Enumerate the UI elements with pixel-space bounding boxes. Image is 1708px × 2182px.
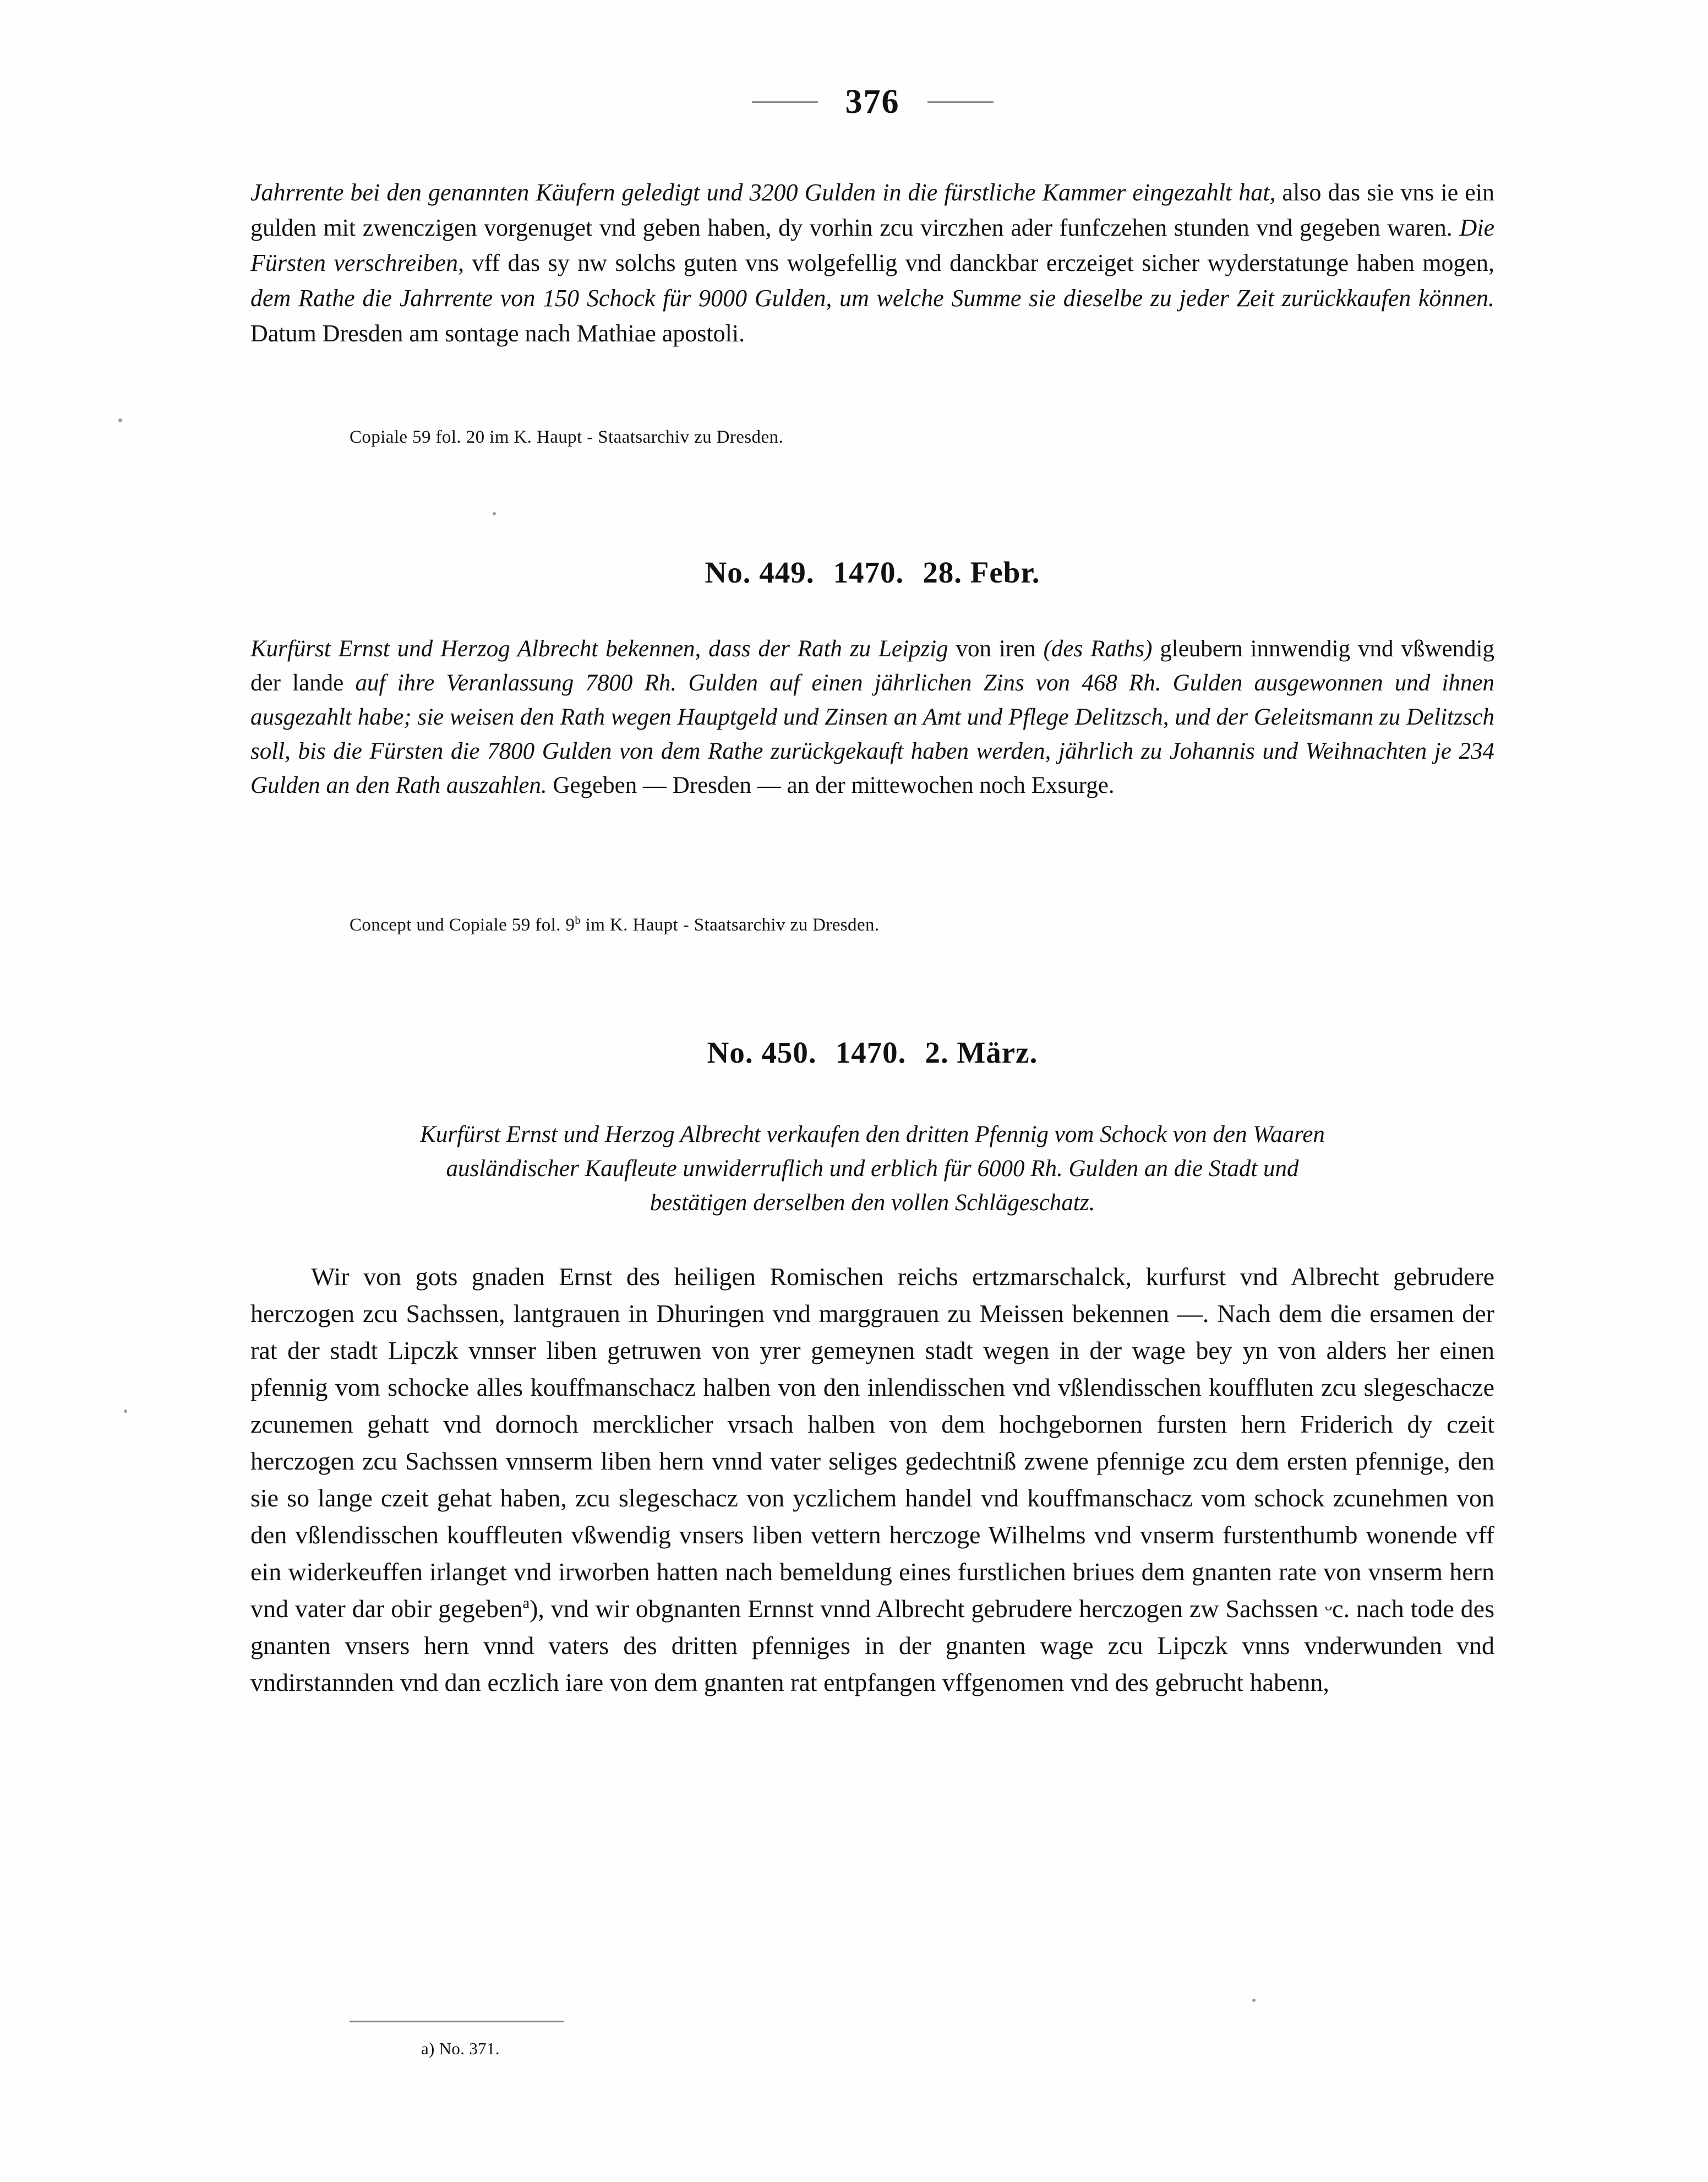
- page-number: 376: [845, 83, 900, 121]
- rule-left-icon: [752, 101, 818, 103]
- source-449-suffix: im K. Haupt - Staatsarchiv zu Dresden.: [581, 915, 880, 935]
- body-450-part-2: ), vnd wir obgnanten Ernnst vnnd Albrecht gebrudere herczogen zw Sachssen ᵕc. nach tode des gnanten vnsers hern vnnd vaters des dritten pfenniges in der gnanten wage zcu Lipczk vnns vnderwunden vnd vndirstannden vnd dan eczlich iare von dem gnanten rat entpfangen vffgenomen vnd des gebrucht habenn,: [250, 1595, 1494, 1696]
- body-450-part-1: Wir von gots gnaden Ernst des heiligen Romischen reichs ertzmarschalck, kurfurst vnd Albrecht gebrudere herczogen zcu Sachssen, lantgrauen in Dhuringen vnd marggrauen zu Meissen bekennen —. Nach dem die ersamen der rat der stadt Lipczk vnnser liben getruwen von yrer gemeynen stadt wegen in der wage bey yn von alders her einen pfennig vom schocke alles kouffmanschacz halben von den inlendisschen vnd vßlendisschen kouffluten zcu slegeschacze zcunemen gehatt vnd dornoch mercklicher vrsach halben von dem hochgebornen fursten hern Friderich dy czeit herczogen zcu Sachssen vnnserm liben hern vnnd vater seliges gedechtniß zwene pfennige zcu dem ersten pfennige, den sie so lange czeit gehat haben, zcu slegeschacz von yczlichem handel vnd kouffmanschacz vom schock zcunehmen von den vßlendisschen kouffleuten vßwendig vnsers liben vettern herczoge Wilhelms vnd vnserm furstenthumb wonende vff ein widerkeuffen irlanget vnd irworben hatten nach bemeldung eines furstlichen briues dem gnanten rate von vnserm hern vnd vater dar obir gegeben: [250, 1263, 1494, 1623]
- scan-speck: [118, 418, 122, 422]
- rule-right-icon: [927, 101, 994, 103]
- folio-side-marker: b: [575, 915, 581, 927]
- document-heading-449: [250, 555, 1494, 590]
- document-regest-450: [250, 1118, 1494, 1220]
- footnote-a: a) No. 371.: [421, 2039, 500, 2058]
- document-date-450: 2. März.: [925, 1036, 1038, 1069]
- document-regest-449: [250, 632, 1494, 803]
- regest-449-roman-3: Gegeben — Dresden — an der mittewochen noch Exsurge.: [547, 772, 1115, 798]
- document-year-449: 1470.: [833, 556, 904, 589]
- regest-450-line-2: ausländischer Kaufleute unwiderruflich und erblich für 6000 Rh. Gulden an die Stadt und: [446, 1156, 1299, 1182]
- continuation-paragraph: [250, 175, 1494, 351]
- regest-449-italic-1: Kurfürst Ernst und Herzog Albrecht bekennen, dass der Rath zu Leipzig: [250, 636, 948, 662]
- document-body-450: [250, 1258, 1494, 1701]
- document-number-450: No. 450.: [707, 1036, 817, 1069]
- footnote-marker-a: a: [522, 1595, 530, 1612]
- source-449-prefix: Concept und Copiale 59 fol. 9: [350, 915, 575, 935]
- regest-449-italic-3: auf ihre Veranlassung 7800 Rh. Gulden auf einen jährlichen Zins von 468 Rh. Gulden ausgewonnen und ihnen ausgezahlt habe; sie weisen den Rath wegen Hauptgeld und Zinsen an Amt und Pflege Delitzsch, und der Geleitsmann zu Delitzsch soll, bis die Fürsten die 7800 Gulden von dem Rathe zurückgekauft haben werden, jährlich zu Johannis und Weihnachten je 234 Gulden an den Rath auszahlen.: [250, 670, 1494, 798]
- document-number-449: No. 449.: [705, 556, 815, 589]
- scan-speck: [493, 512, 496, 515]
- regest-449-roman-1: von iren: [948, 636, 1044, 662]
- regest-450-line-1: Kurfürst Ernst und Herzog Albrecht verkaufen den dritten Pfennig vom Schock von den Waaren: [420, 1122, 1325, 1147]
- scan-speck: [124, 1410, 127, 1413]
- running-head: [250, 83, 1494, 143]
- regest-fragment-italic-1: Jahrrente bei den genannten Käufern geledigt und 3200 Gulden in die fürstliche Kammer eingezahlt hat,: [250, 179, 1276, 206]
- document-date-449: 28. Febr.: [923, 556, 1040, 589]
- charter-text-roman-3: Datum Dresden am sontage nach Mathiae apostoli.: [250, 320, 745, 347]
- regest-449-italic-2: (des Raths): [1043, 636, 1153, 662]
- regest-fragment-italic-3: dem Rathe die Jahrrente von 150 Schock für 9000 Gulden, um welche Summe sie dieselbe zu jeder Zeit zurückkaufen können.: [250, 285, 1494, 312]
- charter-text-roman-1: also das sie vns ie ein gulden mit zwenczigen vorgenuget vnd geben haben, dy vorhin zcu virczhen ader funfczehen stunden vnd gegeben waren.: [250, 179, 1494, 241]
- regest-449-roman-2: gleubern innwendig vnd vßwendig der lande: [250, 636, 1494, 696]
- scan-speck: [1252, 1999, 1256, 2002]
- source-citation-448: Copiale 59 fol. 20 im K. Haupt - Staatsarchiv zu Dresden.: [350, 427, 784, 447]
- regest-450-line-3: bestätigen derselben den vollen Schlägeschatz.: [650, 1190, 1095, 1216]
- document-heading-450: [250, 1035, 1494, 1070]
- document-year-450: 1470.: [835, 1036, 907, 1069]
- footnote-rule: [350, 2021, 564, 2022]
- regest-fragment-italic-2: Die Fürsten verschreiben,: [250, 214, 1494, 276]
- source-citation-449: [350, 913, 1478, 937]
- charter-text-roman-2: vff das sy nw solchs guten vns wolgefellig vnd danckbar erczeiget sicher wyderstatunge haben mogen,: [463, 249, 1494, 276]
